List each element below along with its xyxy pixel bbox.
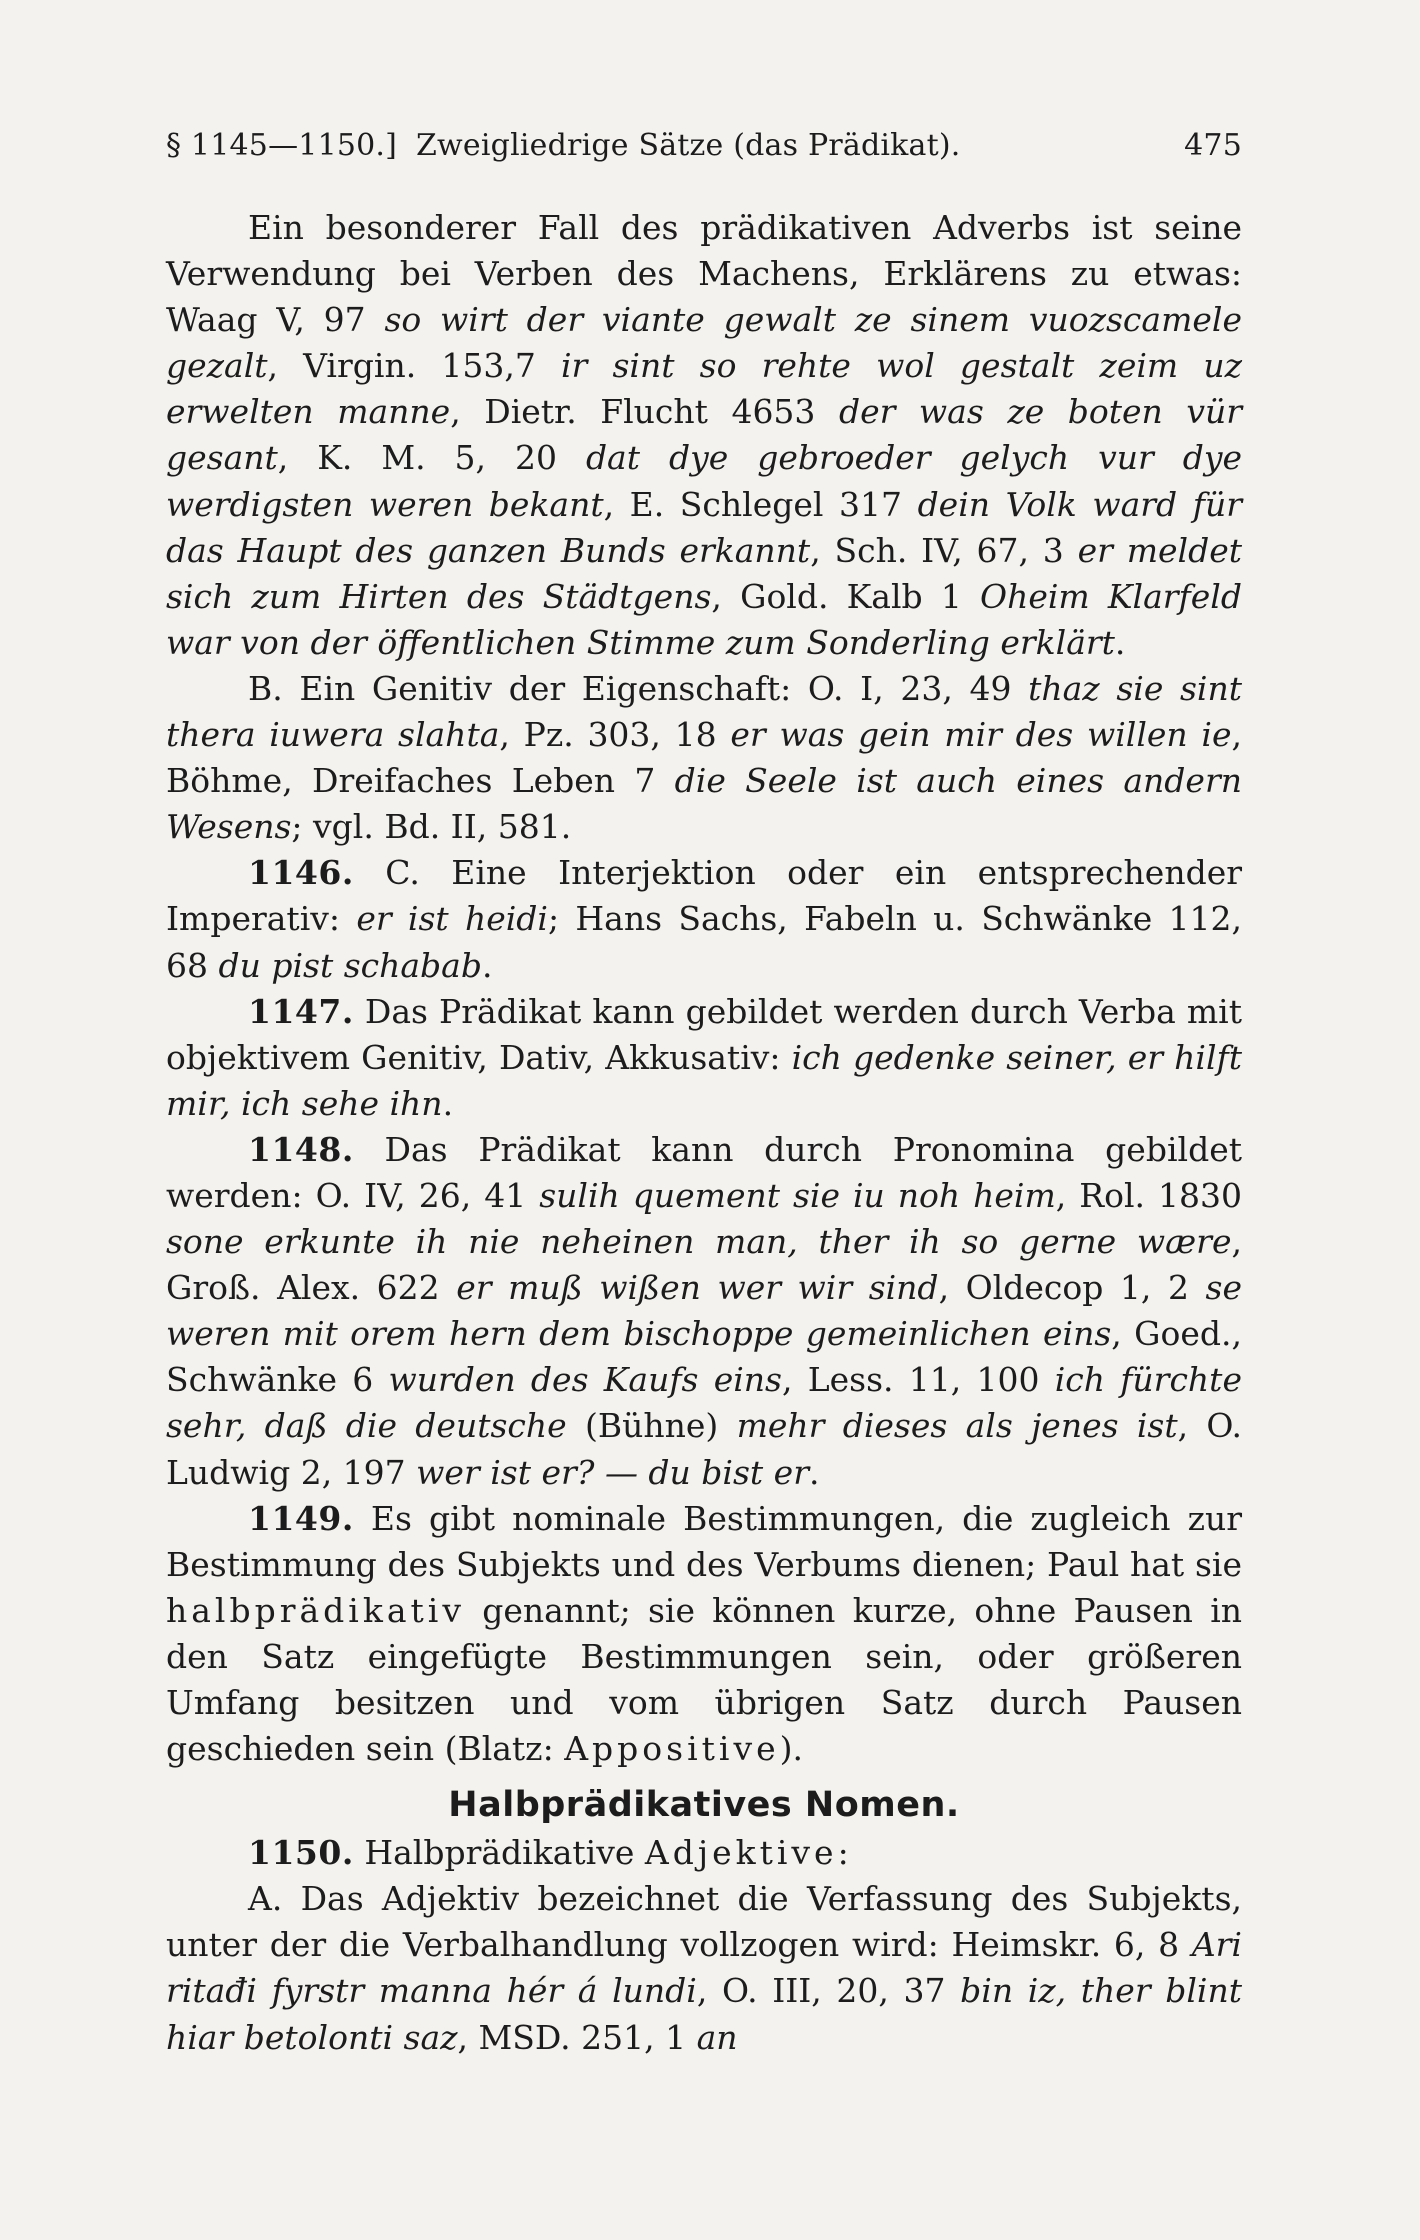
section-number: 1147. <box>248 991 354 1031</box>
body-segment: , O. Ludwig 2, 197 <box>166 1406 1243 1492</box>
book-page <box>166 128 1242 2061</box>
body-segment: ). <box>779 1729 803 1769</box>
quotation-text: ir sint so rehte wol gestalt zeim uz erwelten manne <box>166 346 1242 432</box>
quotation-text: so wirt der viante gewalt ze sinem vuozscamele gezalt <box>166 300 1242 386</box>
quotation-text: er meldet sich zum Hirten des Städtgens <box>166 530 1242 616</box>
quotation-text: du pist schabab <box>218 945 482 985</box>
page-number: 475 <box>1184 128 1242 163</box>
body-segment: , Less. 11, 100 <box>781 1360 1055 1400</box>
paragraph-1149 <box>166 1496 1242 1773</box>
running-head <box>166 128 1242 163</box>
body-segment: : <box>837 1833 849 1873</box>
quotation-text: Ari ritađi fyrstr manna hér á lundi <box>166 1925 1242 2011</box>
body-segment: Das Prädikat kann gebildet werden durch Verba mit objektivem Genitiv, Dativ, Akkusativ: <box>166 991 1242 1077</box>
body-segment: Ein besonderer Fall des prädikativen Adverbs ist seine Verwendung bei Verben des Machens, Erklärens zu etwas: Waag V, 97 <box>166 208 1242 340</box>
section-number: 1149. <box>248 1498 354 1538</box>
quotation-text: se weren mit orem hern dem bischoppe gemeinlichen eins <box>166 1268 1242 1354</box>
body-segment: , K. M. 5, 20 <box>277 438 586 478</box>
quotation-text: ich fürchte sehr, daß die deutsche <box>166 1360 1242 1446</box>
section-heading: Halbprädikatives Nomen. <box>448 1785 960 1826</box>
quotation-text: er was gein mir des willen ie <box>730 715 1232 755</box>
body-segment: , Pz. 303, 18 <box>499 715 731 755</box>
quotation-text: ich gedenke seiner, er hilft mir, ich sehe ihn <box>166 1037 1243 1123</box>
body-segment: , Rol. 1830 <box>1055 1175 1242 1215</box>
paragraph <box>166 1876 1242 2060</box>
body-segment: , MSD. 251, 1 <box>457 2017 697 2057</box>
quotation-text: er ist heidi <box>356 899 548 939</box>
body-segment: B. Ein Genitiv der Eigenschaft: O. I, 23, 49 <box>248 668 1029 708</box>
body-segment: Es gibt nominale Bestimmungen, die zugleich zur Bestimmung des Subjekts und des Verbums dienen; Paul hat sie <box>166 1498 1242 1584</box>
section-number: 1150. <box>248 1833 354 1873</box>
quotation-text: dat dye gebroeder gelych vur dye werdigsten weren bekant <box>166 438 1242 524</box>
spaced-term: halbprädikativ <box>166 1590 465 1630</box>
quotation-text: die Seele ist auch eines andern Wesens <box>166 761 1242 847</box>
body-segment: . <box>808 1452 820 1492</box>
quotation-text: an <box>696 2017 738 2057</box>
body-segment: , Oldecop 1, 2 <box>938 1268 1206 1308</box>
body-segment: . <box>442 1083 454 1123</box>
body-segment: , Goed., Schwänke 6 <box>166 1314 1242 1400</box>
paragraph-1147 <box>166 989 1242 1127</box>
body-segment: genannt; sie können kurze, ohne Pausen in den Satz eingefügte Bestimmungen sein, oder größeren Umfang besitzen und vom übrigen Satz durch Pausen geschieden sein (Blatz: <box>166 1590 1242 1769</box>
section-number: 1146. <box>248 853 354 893</box>
quotation-text: Oheim Klarfeld war von der öffentlichen Stimme zum Sonderling erklärt <box>166 576 1242 662</box>
paragraph-1148 <box>166 1127 1242 1496</box>
body-segment: Halbprädikative <box>353 1833 645 1873</box>
body-segment: ; Hans Sachs, Fabeln u. Schwänke 112, 68 <box>166 899 1243 985</box>
body-segment: A. Das Adjektiv bezeichnet die Verfassung des Subjekts, unter der die Verbalhandlung vollzogen wird: Heimskr. 6, 8 <box>166 1879 1242 1965</box>
body-segment: , Virgin. 153,7 <box>267 346 561 386</box>
quotation-text: der was ze boten vür gesant <box>166 392 1243 478</box>
body-segment: , Sch. IV, 67, 3 <box>810 530 1078 570</box>
quotation-text: sulih quement sie iu noh heim <box>539 1175 1056 1215</box>
section-number: 1148. <box>248 1129 354 1169</box>
paragraph-1146 <box>166 850 1242 988</box>
body-segment: , Groß. Alex. 622 <box>166 1222 1242 1308</box>
paragraph <box>166 666 1242 850</box>
quotation-text: thaz sie sint thera iuwera slahta <box>166 668 1242 755</box>
body-segment: . <box>1114 622 1126 662</box>
quotation-text: er muß wißen wer wir sind <box>456 1268 939 1308</box>
quotation-text: mehr dieses als jenes ist <box>736 1406 1178 1446</box>
body-segment: . <box>482 945 493 985</box>
quotation-text: sone erkunte ih nie neheinen man, ther ih so gerne wære <box>166 1222 1232 1262</box>
body-segment: (Bühne) <box>566 1406 737 1446</box>
body-text <box>166 205 1242 2061</box>
body-segment: ; vgl. Bd. II, 581. <box>291 807 572 847</box>
quotation-text: wer ist er? — du bist er <box>416 1452 809 1492</box>
body-segment: , Gold. Kalb 1 <box>711 576 981 616</box>
body-segment: , Dietr. Flucht 4653 <box>450 392 839 432</box>
body-segment: , E. Schlegel 317 <box>603 484 918 524</box>
body-segment: , O. III, 20, 37 <box>696 1971 961 2011</box>
running-title: Zweigliedrige Sätze (das Prädikat). <box>416 128 961 163</box>
paragraph <box>166 205 1242 666</box>
body-segment: C. Eine Interjektion oder ein entsprechender Imperativ: <box>166 853 1242 939</box>
quotation-text: wurden des Kaufs eins <box>388 1360 782 1400</box>
section-reference: § 1145—1150.] <box>166 128 398 163</box>
spaced-term: Appositive <box>564 1729 780 1769</box>
quotation-text: dein Volk ward für das Haupt des ganzen Bunds erkannt <box>166 484 1242 570</box>
body-segment: Das Prädikat kann durch Pronomina gebildet werden: O. IV, 26, 41 <box>166 1129 1242 1215</box>
paragraph-1150 <box>166 1830 1242 1876</box>
spaced-term: Adjektive <box>644 1833 838 1873</box>
quotation-text: bin iz, ther blint hiar betolonti saz <box>166 1971 1242 2057</box>
body-segment: , Böhme, Dreifaches Leben 7 <box>166 715 1242 801</box>
